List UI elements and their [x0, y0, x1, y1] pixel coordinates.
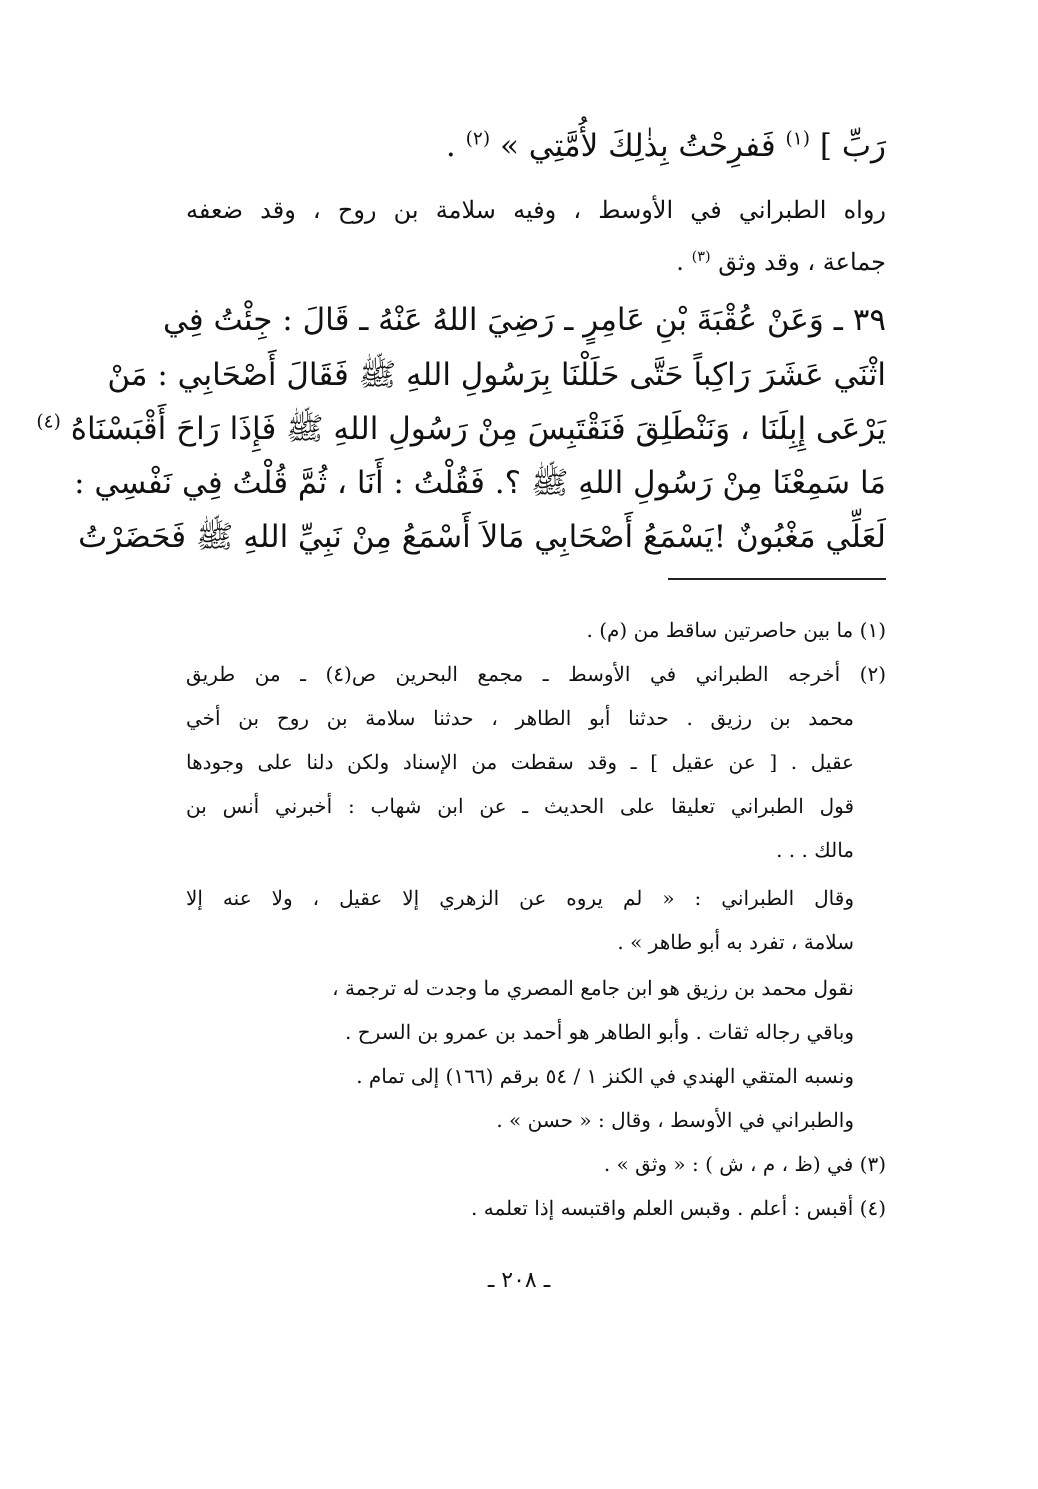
footnote-3: (٣) في (ظ ، م ، ش ) : « وثق » . — [603, 1152, 886, 1176]
narration-line-2-text: جماعة ، وقد وثق — [718, 248, 886, 276]
footnote-2-line-11: والطبراني في الأوسط ، وقال : « حسن » . — [496, 1108, 854, 1132]
hadith-line-3 — [36, 410, 886, 455]
hadith-line-1: ٣٩ ـ وَعَنْ عُقْبَةَ بْنِ عَامِرٍ ـ رَضِيَ اللهُ عَنْهُ ـ قَالَ : جِئْتُ فِي — [162, 302, 886, 338]
narration-line-2-end: . — [676, 248, 684, 276]
hadith-line-2: اثْنَي عَشَرَ رَاكِباً حَتَّى حَلَلْنَا بِرَسُولِ اللهِ ﷺ فَقَالَ أَصْحَابِي : مَنْ — [107, 357, 886, 393]
main-line-top-start: رَبِّ ] — [819, 128, 886, 164]
main-line-top-rest: فَفرِحْتُ بِذٰلِكَ لأُمَّتِي » — [499, 128, 776, 164]
footnote-ref-2: (٢) — [465, 128, 491, 150]
footnote-2-line-6: وقال الطبراني : « لم يروه عن الزهري إلا عقيل ، ولا عنه إلا — [186, 886, 854, 910]
footnote-2-line-8: نقول محمد بن رزيق هو ابن جامع المصري ما وجدت له ترجمة ، — [332, 976, 854, 1000]
footnote-2-line-2: محمد بن رزيق . حدثنا أبو الطاهر ، حدثنا سلامة بن روح بن أخي — [186, 706, 854, 730]
hadith-line-3-text: يَرْعَى إِبِلَنَا ، وَنَنْطَلِقَ فَنَقْتَبِسَ مِنْ رَسُولِ اللهِ ﷺ فَإِذَا رَاحَ أَقْبَسْنَاهُ — [70, 411, 886, 447]
narration-line-2 — [676, 248, 886, 276]
main-line-top-end: . — [445, 128, 456, 164]
footnote-2-line-5: مالك . . . — [776, 838, 854, 862]
footnote-2-line-4: قول الطبراني تعليقا على الحديث ـ عن ابن شهاب : أخبرني أنس بن — [186, 794, 854, 818]
footnote-2-line-9: وباقي رجاله ثقات . وأبو الطاهر هو أحمد بن عمرو بن السرح . — [344, 1020, 854, 1044]
footnote-ref-3: (٣) — [691, 249, 711, 265]
narration-line-1: رواه الطبراني في الأوسط ، وفيه سلامة بن روح ، وقد ضعفه — [186, 196, 887, 224]
footnote-separator — [668, 578, 886, 580]
page-number: ـ ٢٠٨ ـ — [487, 1268, 551, 1293]
main-line-top — [446, 128, 886, 164]
hadith-line-5: لَعَلِّي مَغْبُونٌ !يَسْمَعُ أَصْحَابِي مَالاَ أَسْمَعُ مِنْ نَبِيِّ اللهِ ﷺ فَحَضَرْتُ — [78, 519, 886, 555]
footnote-ref-1: (١) — [785, 128, 811, 150]
footnote-2-line-1: (٢) أخرجه الطبراني في الأوسط ـ مجمع البحرين ص(٤) ـ من طريق — [186, 662, 886, 686]
footnote-1: (١) ما بين حاصرتين ساقط من (م) . — [586, 618, 886, 642]
footnote-2-line-3: عقيل . [ عن عقيل ] ـ وقد سقطت من الإسناد ولكن دلنا على وجودها — [186, 750, 854, 774]
hadith-line-4: مَا سَمِعْنَا مِنْ رَسُولِ اللهِ ﷺ ؟. فَقُلْتُ : أَنَا ، ثُمَّ قُلْتُ فِي نَفْسِي : — [74, 465, 886, 501]
footnote-2-line-7: سلامة ، تفرد به أبو طاهر » . — [617, 930, 854, 954]
footnote-ref-4: (٤) — [36, 411, 61, 433]
footnote-4: (٤) أقبس : أعلم . وقبس العلم واقتبسه إذا تعلمه . — [471, 1196, 886, 1220]
footnote-2-line-10: ونسبه المتقي الهندي في الكنز ١ / ٥٤ برقم (١٦٦) إلى تمام . — [356, 1064, 854, 1088]
